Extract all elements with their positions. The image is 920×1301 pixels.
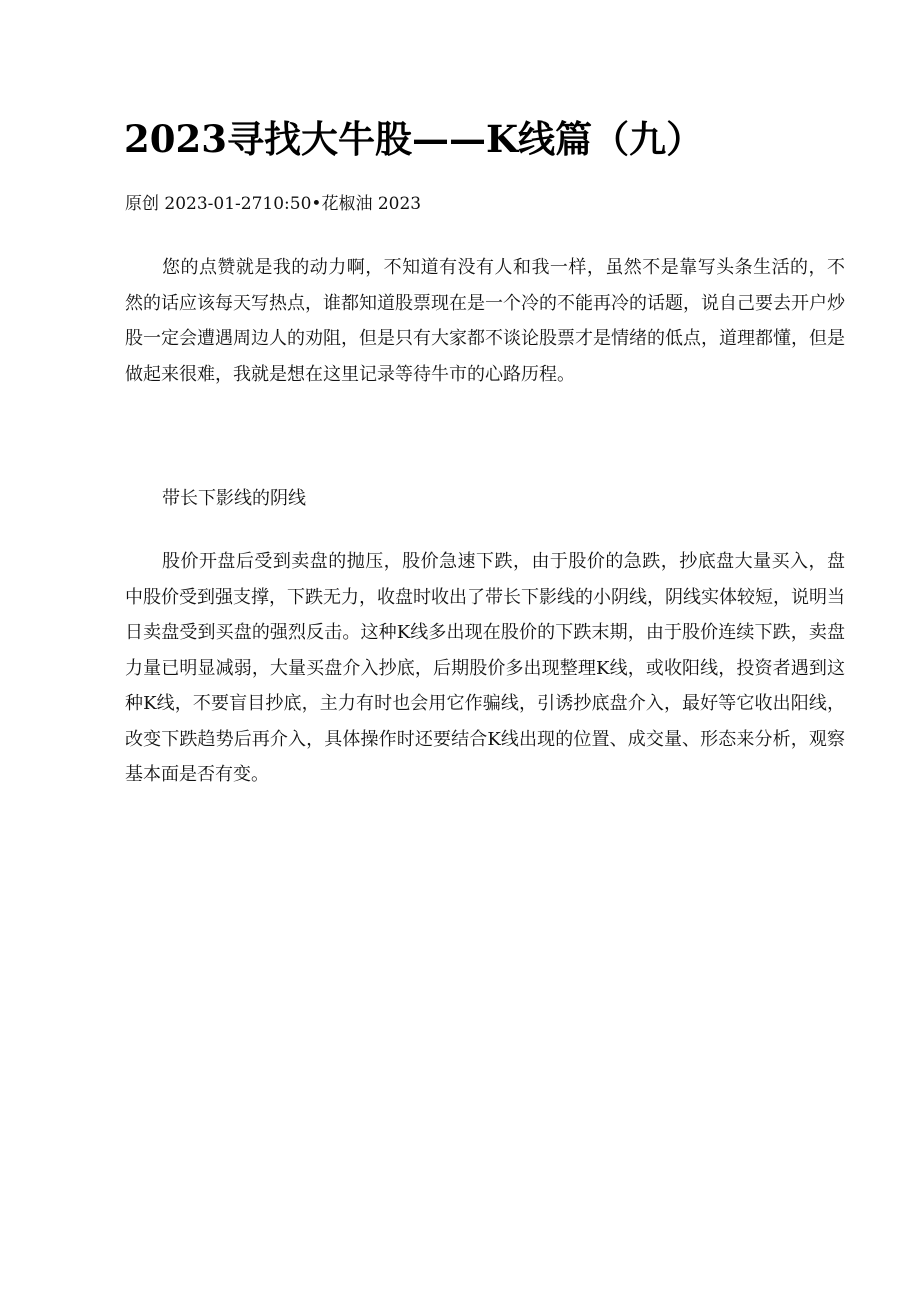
intro-paragraph: 您的点赞就是我的动力啊，不知道有没有人和我一样，虽然不是靠写头条生活的，不然的话应该每天写热点，谁都知道股票现在是一个冷的不能再冷的话题，说自己要去开户炒股一定会遭遇周边人的劝阻，但是只有大家都不谈论股票才是情绪的低点，道理都懂，但是做起来很难，我就是想在这里记录等待牛市的心路历程。 <box>125 257 845 385</box>
body-paragraph: 股价开盘后受到卖盘的抛压，股价急速下跌，由于股价的急跌，抄底盘大量买入，盘中股价受到强支撑，下跌无力，收盘时收出了带长下影线的小阴线，阴线实体较短，说明当日卖盘受到买盘的强烈反击。这种K线多出现在股价的下跌末期，由于股价连续下跌，卖盘力量已明显减弱，大量买盘介入抄底，后期股价多出现整理K线，或收阳线，投资者遇到这种K线，不要盲目抄底，主力有时也会用它作骗线，引诱抄底盘介入，最好等它收出阳线，改变下跌趋势后再介入，具体操作时还要结合K线出现的位置、成交量、形态来分析，观察基本面是否有变。 <box>125 551 845 785</box>
article-meta: 原创 2023-01-2710:50•花椒油 2023 <box>125 194 422 214</box>
section-heading: 带长下影线的阴线 <box>162 488 306 509</box>
article-title: 2023寻找大牛股——K线篇（九） <box>124 117 704 161</box>
